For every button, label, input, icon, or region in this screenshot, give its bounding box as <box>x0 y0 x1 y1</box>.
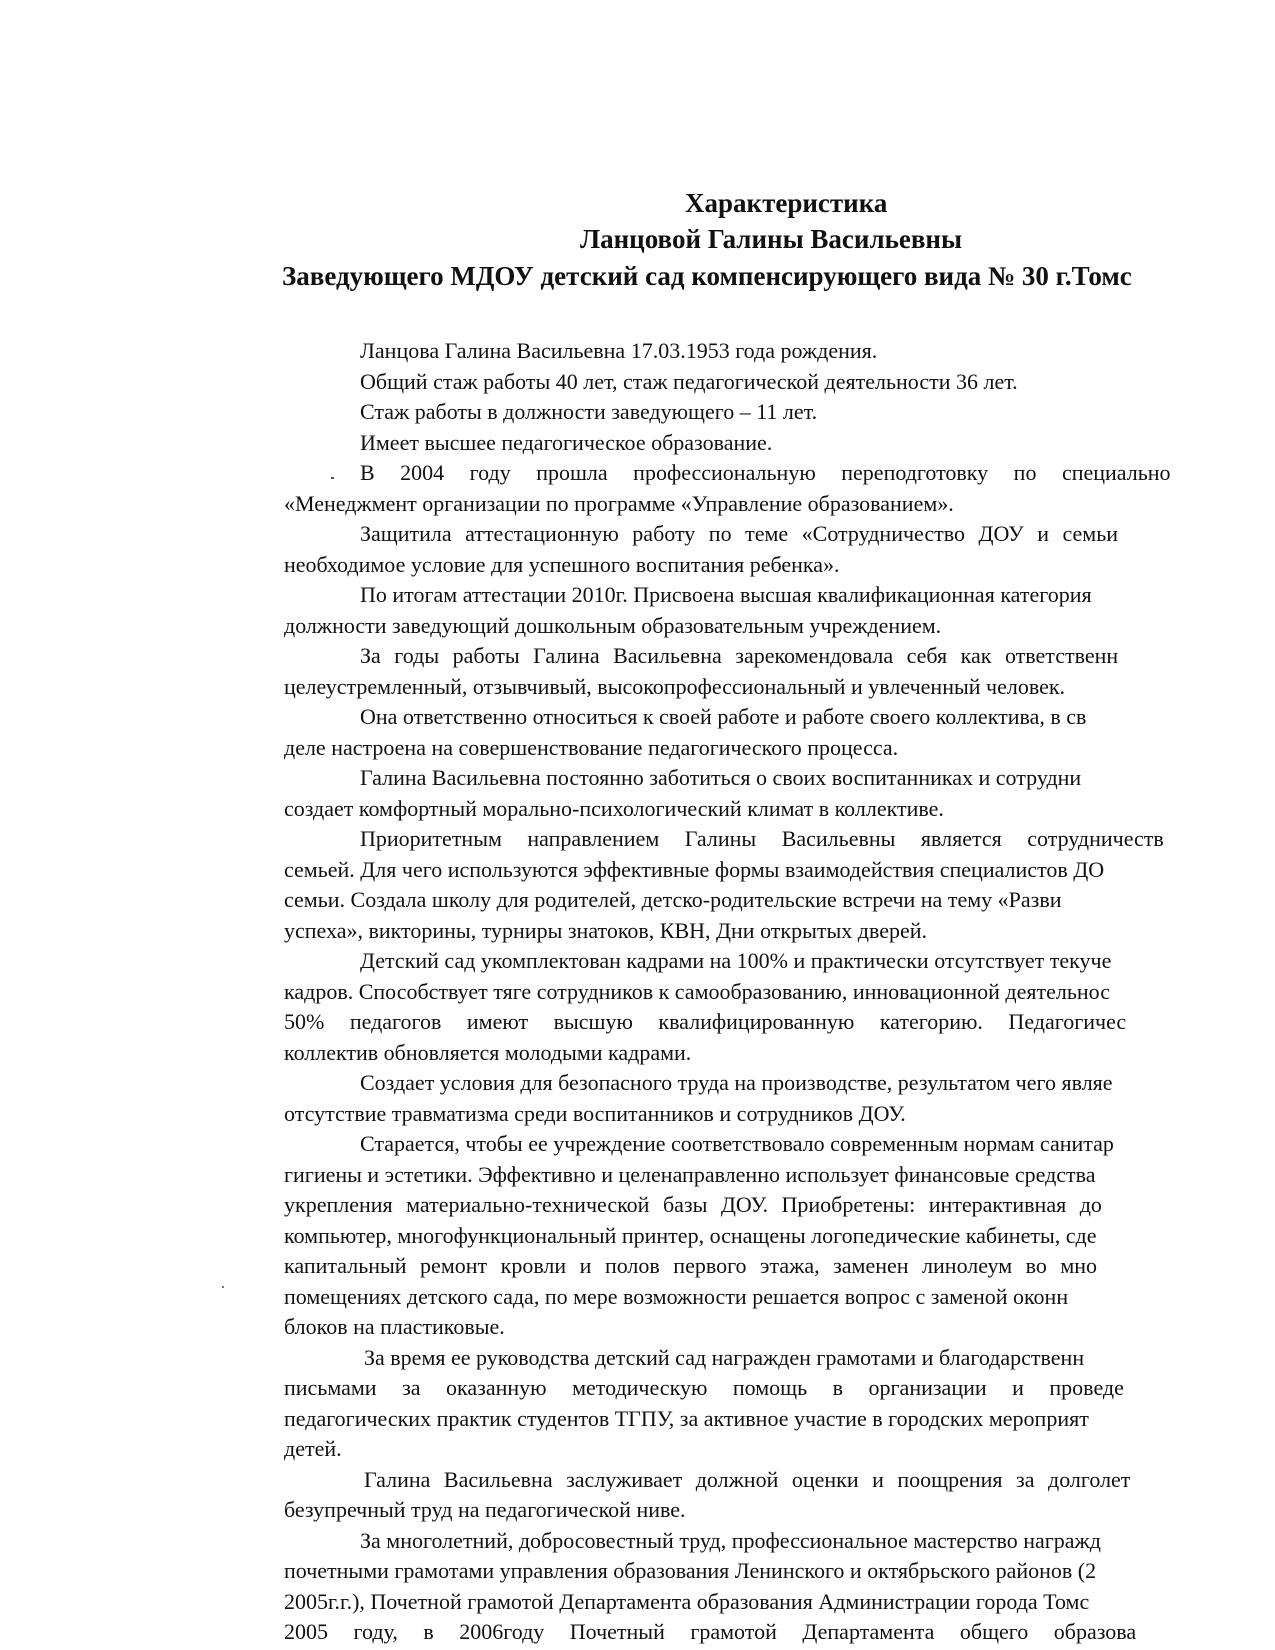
text-line: укрепления материально-технической базы ДОУ. Приобретены: интерактивная до <box>284 1192 1102 1217</box>
scan-speck <box>222 1286 224 1288</box>
text-line: почетными грамотами управления образования Ленинского и октябрьского районов (2 <box>284 1558 1097 1583</box>
text-line: кадров. Способствует тяге сотрудников к самообразованию, инновационной деятельнос <box>284 978 1110 1004</box>
text-line: Детский сад укомплектован кадрами на 100% и практически отсутствует текуче <box>360 948 1112 973</box>
text-line: Создает условия для безопасного труда на производстве, результатом чего являе <box>360 1070 1113 1095</box>
text-line: Старается, чтобы ее учреждение соответствовало современным нормам санитар <box>360 1131 1114 1156</box>
text-line: целеустремленный, отзывчивый, высокопрофессиональный и увлеченный человек. <box>284 673 1066 699</box>
position-heading: Заведующего МДОУ детский сад компенсирующего вида № 30 г.Томс <box>282 261 1132 291</box>
text-line: Общий стаж работы 40 лет, стаж педагогической деятельности 36 лет. <box>360 368 1018 394</box>
text-line: компьютер, многофункциональный принтер, оснащены логопедические кабинеты, сде <box>284 1222 1097 1248</box>
text-line: создает комфортный морально-психологический климат в коллективе. <box>284 795 944 821</box>
person-name-heading: Ланцовой Галины Васильевны <box>580 224 963 254</box>
text-line: необходимое условие для успешного воспитания ребенка». <box>284 551 840 577</box>
document-title: Характеристика <box>685 188 888 218</box>
text-line: Приоритетным направлением Галины Васильевны является сотрудничеств <box>360 826 1164 851</box>
text-line: отсутствие травматизма среди воспитанников и сотрудников ДОУ. <box>284 1100 906 1126</box>
document-body <box>284 336 1275 1648</box>
text-line: детей. <box>284 1436 342 1461</box>
text-line: 2005 году, в 2006году Почетный грамотой Департамента общего образова <box>284 1619 1137 1644</box>
text-line: За годы работы Галина Васильевна зарекомендовала себя как ответственн <box>360 643 1119 668</box>
text-line: За многолетний, добросовестный труд, профессиональное мастерство награжд <box>360 1527 1101 1553</box>
text-line: педагогических практик студентов ТГПУ, за активное участие в городских мероприят <box>284 1405 1089 1431</box>
text-line: Галина Васильевна заслуживает должной оценки и поощрения за долголет <box>364 1466 1131 1492</box>
text-line: гигиены и эстетики. Эффективно и целенаправленно использует финансовые средства <box>284 1161 1096 1187</box>
text-line: За время ее руководства детский сад награжден грамотами и благодарственн <box>364 1344 1085 1370</box>
text-line: семьи. Создала школу для родителей, детско-родительские встречи на тему «Разви <box>284 887 1062 912</box>
text-line: помещениях детского сада, по мере возможности решается вопрос с заменой оконн <box>284 1283 1069 1309</box>
text-line: Имеет высшее педагогическое образование. <box>360 429 773 455</box>
text-line: Защитила аттестационную работу по теме «Сотрудничество ДОУ и семьи <box>360 521 1118 546</box>
text-line: семьей. Для чего используются эффективные формы взаимодействия специалистов ДО <box>284 856 1105 882</box>
text-line: капитальный ремонт кровли и полов первого этажа, заменен линолеум во мно <box>284 1253 1098 1278</box>
text-line: 2005г.г.), Почетной грамотой Департамента образования Администрации города Томс <box>284 1588 1090 1614</box>
text-line: успеха», викторины, турниры знатоков, КВН, Дни открытых дверей. <box>284 917 928 943</box>
text-line: В 2004 году прошла профессиональную переподготовку по специально <box>360 460 1171 485</box>
text-line: «Менеджмент организации по программе «Управление образованием». <box>284 490 954 516</box>
text-line: По итогам аттестации 2010г. Присвоена высшая квалификационная категория <box>360 582 1092 607</box>
text-line: Стаж работы в должности заведующего – 11 лет. <box>360 399 818 424</box>
text-line: письмами за оказанную методическую помощь в организации и проведе <box>284 1375 1124 1400</box>
text-line: коллектив обновляется молодыми кадрами. <box>284 1039 692 1065</box>
text-line: блоков на пластиковые. <box>284 1314 505 1339</box>
text-line: деле настроена на совершенствование педагогического процесса. <box>284 734 899 760</box>
text-line: безупречный труд на педагогической ниве. <box>284 1497 686 1522</box>
text-line: Ланцова Галина Васильевна 17.03.1953 года рождения. <box>360 338 878 363</box>
text-line: Галина Васильевна постоянно заботиться о своих воспитанниках и сотрудни <box>360 765 1082 790</box>
text-line: должности заведующий дошкольным образовательным учреждением. <box>284 612 942 638</box>
text-line: 50% педагогов имеют высшую квалифицированную категорию. Педагогичес <box>284 1009 1127 1034</box>
text-line: Она ответственно относиться к своей работе и работе своего коллектива, в св <box>360 704 1087 729</box>
